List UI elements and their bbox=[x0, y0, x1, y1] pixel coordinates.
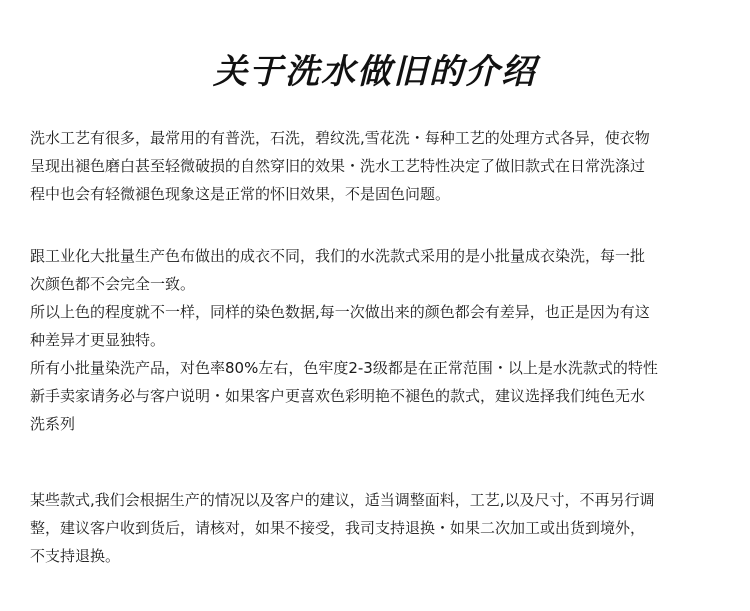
paragraph-line: 种差异才更显独特。 bbox=[30, 331, 166, 349]
paragraph-line: 洗系列 bbox=[30, 415, 76, 433]
paragraph-line: 洗水工艺有很多，最常用的有普洗，石洗，碧纹洗,雪花洗・每种工艺的处理方式各异，使衣物 bbox=[30, 129, 650, 147]
paragraph-line: 新手卖家请务必与客户说明・如果客户更喜欢色彩明艳不褪色的款式，建议选择我们纯色无水 bbox=[30, 387, 646, 405]
paragraph-line: 所有小批量染洗产品，对色率80%左右，色牢度2-3级都是在正常范围・以上是水洗款式的特性 bbox=[30, 359, 658, 377]
paragraph-line: 次颜色都不会完全一致。 bbox=[30, 275, 196, 293]
paragraph-line: 所以上色的程度就不一样，同样的染色数据,每一次做出来的颜色都会有差异，也正是因为有这 bbox=[30, 303, 650, 321]
paragraph-line: 某些款式,我们会根据生产的情况以及客户的建议，适当调整面料，工艺,以及尺寸，不再另行调 bbox=[30, 491, 655, 509]
paragraph-line: 跟工业化大批量生产色布做出的成衣不同，我们的水洗款式采用的是小批量成衣染洗，每一批 bbox=[30, 247, 646, 265]
paragraph-line: 程中也会有轻微褪色现象这是正常的怀旧效果，不是固色问题。 bbox=[30, 185, 451, 203]
paragraph-washing-process bbox=[30, 124, 724, 208]
paragraph-adjustment-policy bbox=[30, 486, 724, 570]
page-title: 关于洗水做旧的介绍 bbox=[213, 52, 537, 92]
paragraph-line: 整，建议客户收到货后，请核对，如果不接受，我司支持退换・如果二次加工或出货到境外， bbox=[30, 519, 646, 537]
paragraph-color-variation bbox=[30, 242, 724, 438]
paragraph-line: 呈现出褪色磨白甚至轻微破损的自然穿旧的效果・洗水工艺特性决定了做旧款式在日常洗涤过 bbox=[30, 157, 646, 175]
paragraph-line: 不支持退换。 bbox=[30, 547, 121, 565]
